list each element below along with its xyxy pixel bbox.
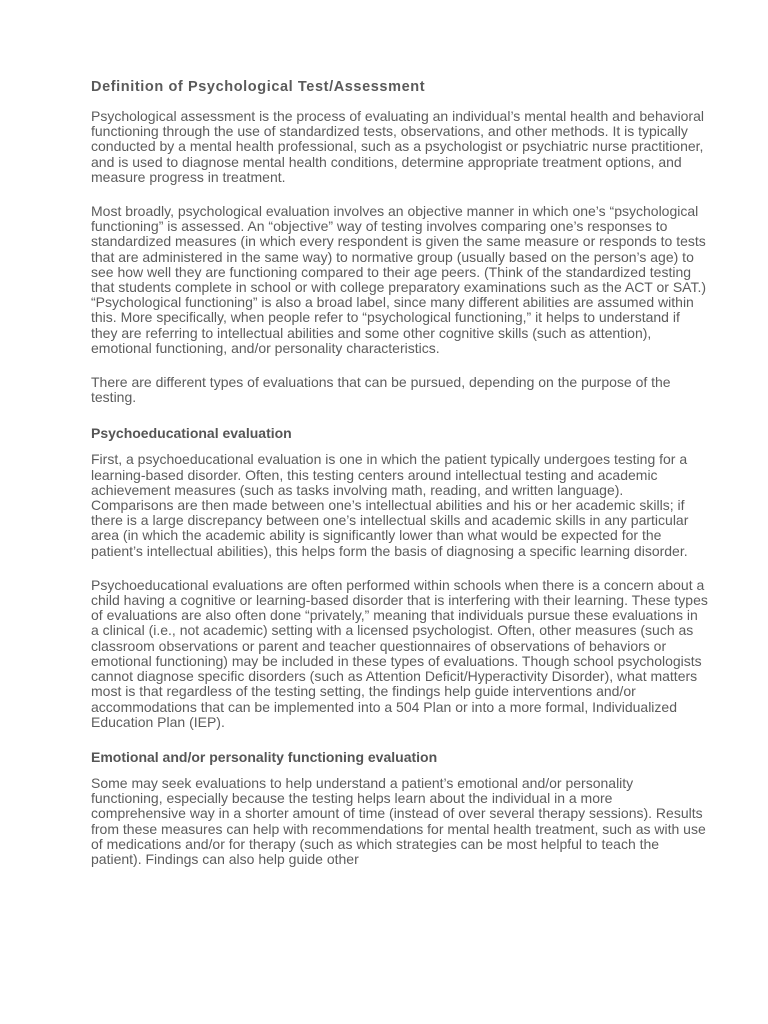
paragraph-evaluation-types: There are different types of evaluations that can be pursued, depending on the purpose of the testing. xyxy=(91,374,671,406)
heading-psychoeducational-evaluation: Psychoeducational evaluation xyxy=(91,425,292,442)
paragraph-emotional-personality: Some may seek evaluations to help understand a patient’s emotional and/or personality functioning, especially because the testing helps learn about the individual in a more comprehensive way in a shorter amount of time (instead of over several therapy sessions). Results from these measures can help with recommendations for mental health treatment, such as with use of medications and/or for therapy (such as which strategies can be most helpful to teach the patient). Findings can also help guide other xyxy=(91,774,706,867)
paragraph-psychoeducational-settings: Psychoeducational evaluations are often performed within schools when there is a concern about a child having a cognitive or learning-based disorder that is interfering with their learning. These types of evaluations are also often done “privately,” meaning that individuals pursue these evaluations in a clinical (i.e., not academic) setting with a licensed psychologist. Often, other measures (such as classroom observations or parent and teacher questionnaires of observations of behaviors or emotional functioning) may be included in these types of evaluations. Though school psychologists cannot diagnose specific disorders (such as Attention Deficit/Hyperactivity Disorder), what matters most is that regardless of the testing setting, the findings help guide interventions and/or accommodations that can be implemented into a 504 Plan or into a more formal, Individualized Education Plan (IEP). xyxy=(91,576,708,730)
paragraph-psychological-evaluation: Most broadly, psychological evaluation involves an objective manner in which one’s “psychological functioning” is assessed. An “objective” way of testing involves comparing one’s responses to standardized measures (in which every respondent is given the same measure or responds to tests that are administered in the same way) to normative group (usually based on the person’s age) to see how well they are functioning compared to their age peers. (Think of the standardized testing that students complete in school or with college preparatory examinations such as the ACT or SAT.) “Psychological functioning” is also a broad label, since many different abilities are assumed within this. More specifically, when people refer to “psychological functioning,” it helps to understand if they are referring to intellectual abilities and some other cognitive skills (such as attention), emotional functioning, and/or personality characteristics. xyxy=(91,203,707,356)
document-title: Definition of Psychological Test/Assessment xyxy=(91,79,426,95)
heading-emotional-personality-evaluation: Emotional and/or personality functioning evaluation xyxy=(91,748,438,765)
paragraph-psychoeducational-definition: First, a psychoeducational evaluation is one in which the patient typically undergoes testing for a learning-based disorder. Often, this testing centers around intellectual testing and academic achievement measures (such as tasks involving math, reading, and written language). Comparisons are then made between one’s intellectual abilities and his or her academic skills; if there is a large discrepancy between one’s intellectual skills and academic skills in any particular area (in which the academic ability is significantly lower than what would be expected for the patient’s intellectual abilities), this helps form the basis of diagnosing a specific learning disorder. xyxy=(91,451,689,559)
paragraph-assessment-definition: Psychological assessment is the process of evaluating an individual’s mental health and behavioral functioning through the use of standardized tests, observations, and other methods. It is typically conducted by a mental health professional, such as a psychologist or psychiatric nurse practitioner, and is used to diagnose mental health conditions, determine appropriate treatment options, and measure progress in treatment. xyxy=(91,108,704,185)
